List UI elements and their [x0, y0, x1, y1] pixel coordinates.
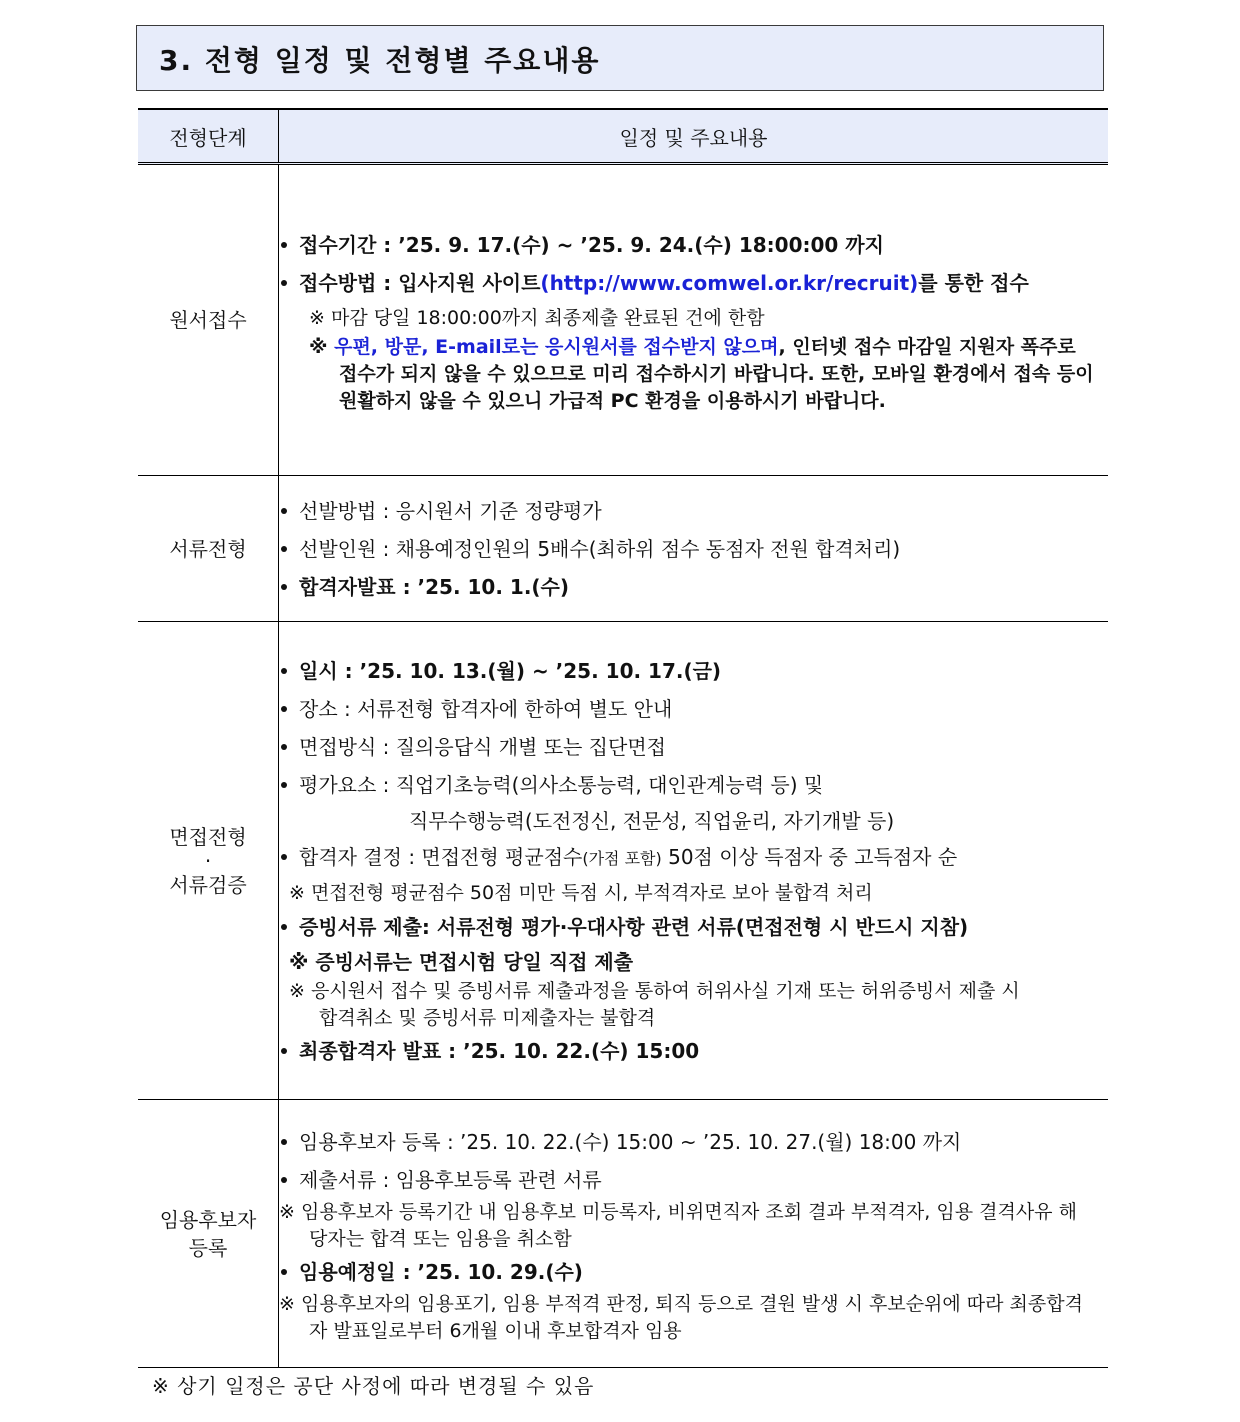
- interview-docs-note2: ※ 응시원서 접수 및 증빙서류 제출과정을 통하여 허위사실 기재 또는 허위증빙서 제출 시 합격취소 및 증빙서류 미제출자는 불합격: [289, 979, 1020, 1029]
- document-selection-method: 선발방법 : 응시원서 기준 정량평가: [279, 492, 1108, 530]
- recruit-site-link[interactable]: (http://www.comwel.or.kr/recruit): [540, 270, 919, 295]
- document-selection-count: 선발인원 : 채용예정인원의 5배수(최하위 점수 동점자 전원 합격처리): [279, 530, 1108, 568]
- stage-registration: [138, 1100, 279, 1368]
- registration-appoint-date: 임용예정일 : ’25. 10. 29.(수): [279, 1253, 1108, 1291]
- table-row-application: [138, 164, 1108, 476]
- interview-method: 면접방식 : 질의응답식 개별 또는 집단면접: [279, 728, 1108, 766]
- application-note-blue: 우편, 방문, E-mail로는 응시원서를 접수받지 않으며: [334, 335, 779, 358]
- content-application: [279, 164, 1109, 476]
- section-title: 3. 전형 일정 및 전형별 주요내용: [159, 44, 601, 77]
- stage-registration-line1: 임용후보자: [159, 1207, 257, 1232]
- interview-pass-criteria: [279, 838, 1108, 878]
- interview-eval-line2: 직무수행능력(도전정신, 전문성, 직업윤리, 자기개발 등): [409, 808, 895, 833]
- stage-registration-line2: 등록: [188, 1235, 228, 1260]
- content-interview: [279, 622, 1109, 1100]
- interview-date: 일시 : ’25. 10. 13.(월) ~ ’25. 10. 17.(금): [279, 652, 1108, 690]
- content-registration: [279, 1100, 1109, 1368]
- application-note-rest: , 인터넷 접수 마감일 지원자 폭주로 접수가 되지 않을 수 있으므로 미리 접수하시기 바랍니다. 또한, 모바일 환경에서 접속 등이 원활하지 않을 수 있으니 가급적 PC 환경을 이용하시기 바랍니다.: [339, 335, 1094, 412]
- interview-pass-note: ※ 면접전형 평균점수 50점 미만 득점 시, 부적격자로 보아 불합격 처리: [289, 881, 873, 904]
- content-document: [279, 476, 1109, 622]
- registration-docs: 제출서류 : 임용후보등록 관련 서류: [279, 1161, 1108, 1199]
- table-header-row: [138, 109, 1108, 164]
- table-row-document: [138, 476, 1108, 622]
- schedule-change-footnote: ※ 상기 일정은 공단 사정에 따라 변경될 수 있음: [152, 1374, 595, 1398]
- stage-application: 원서접수: [138, 164, 279, 476]
- table-row-registration: [138, 1100, 1108, 1368]
- application-method-prefix: 접수방법 : 입사지원 사이트: [299, 270, 541, 295]
- application-method: [279, 264, 1108, 302]
- application-period: 접수기간 : ’25. 9. 17.(수) ~ ’25. 9. 24.(수) 18:00:00 까지: [279, 226, 1108, 264]
- note-mark: ※: [309, 335, 335, 358]
- application-note-online: [309, 334, 1099, 415]
- application-method-suffix: 를 통한 접수: [918, 270, 1029, 295]
- table-row-interview: [138, 622, 1108, 1100]
- section-title-box: [136, 25, 1104, 91]
- header-content: 일정 및 주요내용: [279, 109, 1109, 164]
- interview-eval-line1: 평가요소 : 직업기초능력(의사소통능력, 대인관계능력 등) 및: [279, 766, 1108, 804]
- registration-period: 임용후보자 등록 : ’25. 10. 22.(수) 15:00 ~ ’25. 10. 27.(월) 18:00 까지: [279, 1123, 1108, 1161]
- stage-interview-dot: ·: [204, 848, 212, 873]
- schedule-table: [138, 108, 1108, 1368]
- pass-criteria-small: (가점 포함): [582, 848, 662, 868]
- stage-document: 서류전형: [138, 476, 279, 622]
- interview-docs: 증빙서류 제출: 서류전형 평가·우대사항 관련 서류(면접전형 시 반드시 지참): [279, 908, 1108, 946]
- document-result-date: 합격자발표 : ’25. 10. 1.(수): [279, 568, 1108, 606]
- registration-note-cancel: ※ 임용후보자 등록기간 내 임용후보 미등록자, 비위면직자 조회 결과 부적격자, 임용 결격사유 해당자는 합격 또는 임용을 취소함: [279, 1200, 1077, 1250]
- interview-final-result: 최종합격자 발표 : ’25. 10. 22.(수) 15:00: [279, 1032, 1108, 1070]
- header-stage: 전형단계: [138, 109, 279, 164]
- pass-criteria-b: 50점 이상 득점자 중 고득점자 순: [661, 844, 958, 869]
- interview-docs-note1: ※ 증빙서류는 면접시험 당일 직접 제출: [289, 949, 634, 974]
- stage-interview-line1: 면접전형: [169, 824, 247, 849]
- stage-interview: [138, 622, 279, 1100]
- interview-place: 장소 : 서류전형 합격자에 한하여 별도 안내: [279, 690, 1108, 728]
- pass-criteria-a: 합격자 결정 : 면접전형 평균점수: [299, 844, 583, 869]
- stage-interview-line2: 서류검증: [169, 872, 247, 897]
- application-note-deadline: ※ 마감 당일 18:00:00까지 최종제출 완료된 건에 한함: [309, 306, 765, 329]
- registration-note-vacancy: ※ 임용후보자의 임용포기, 임용 부적격 판정, 퇴직 등으로 결원 발생 시 후보순위에 따라 최종합격자 발표일로부터 6개월 이내 후보합격자 임용: [279, 1292, 1083, 1342]
